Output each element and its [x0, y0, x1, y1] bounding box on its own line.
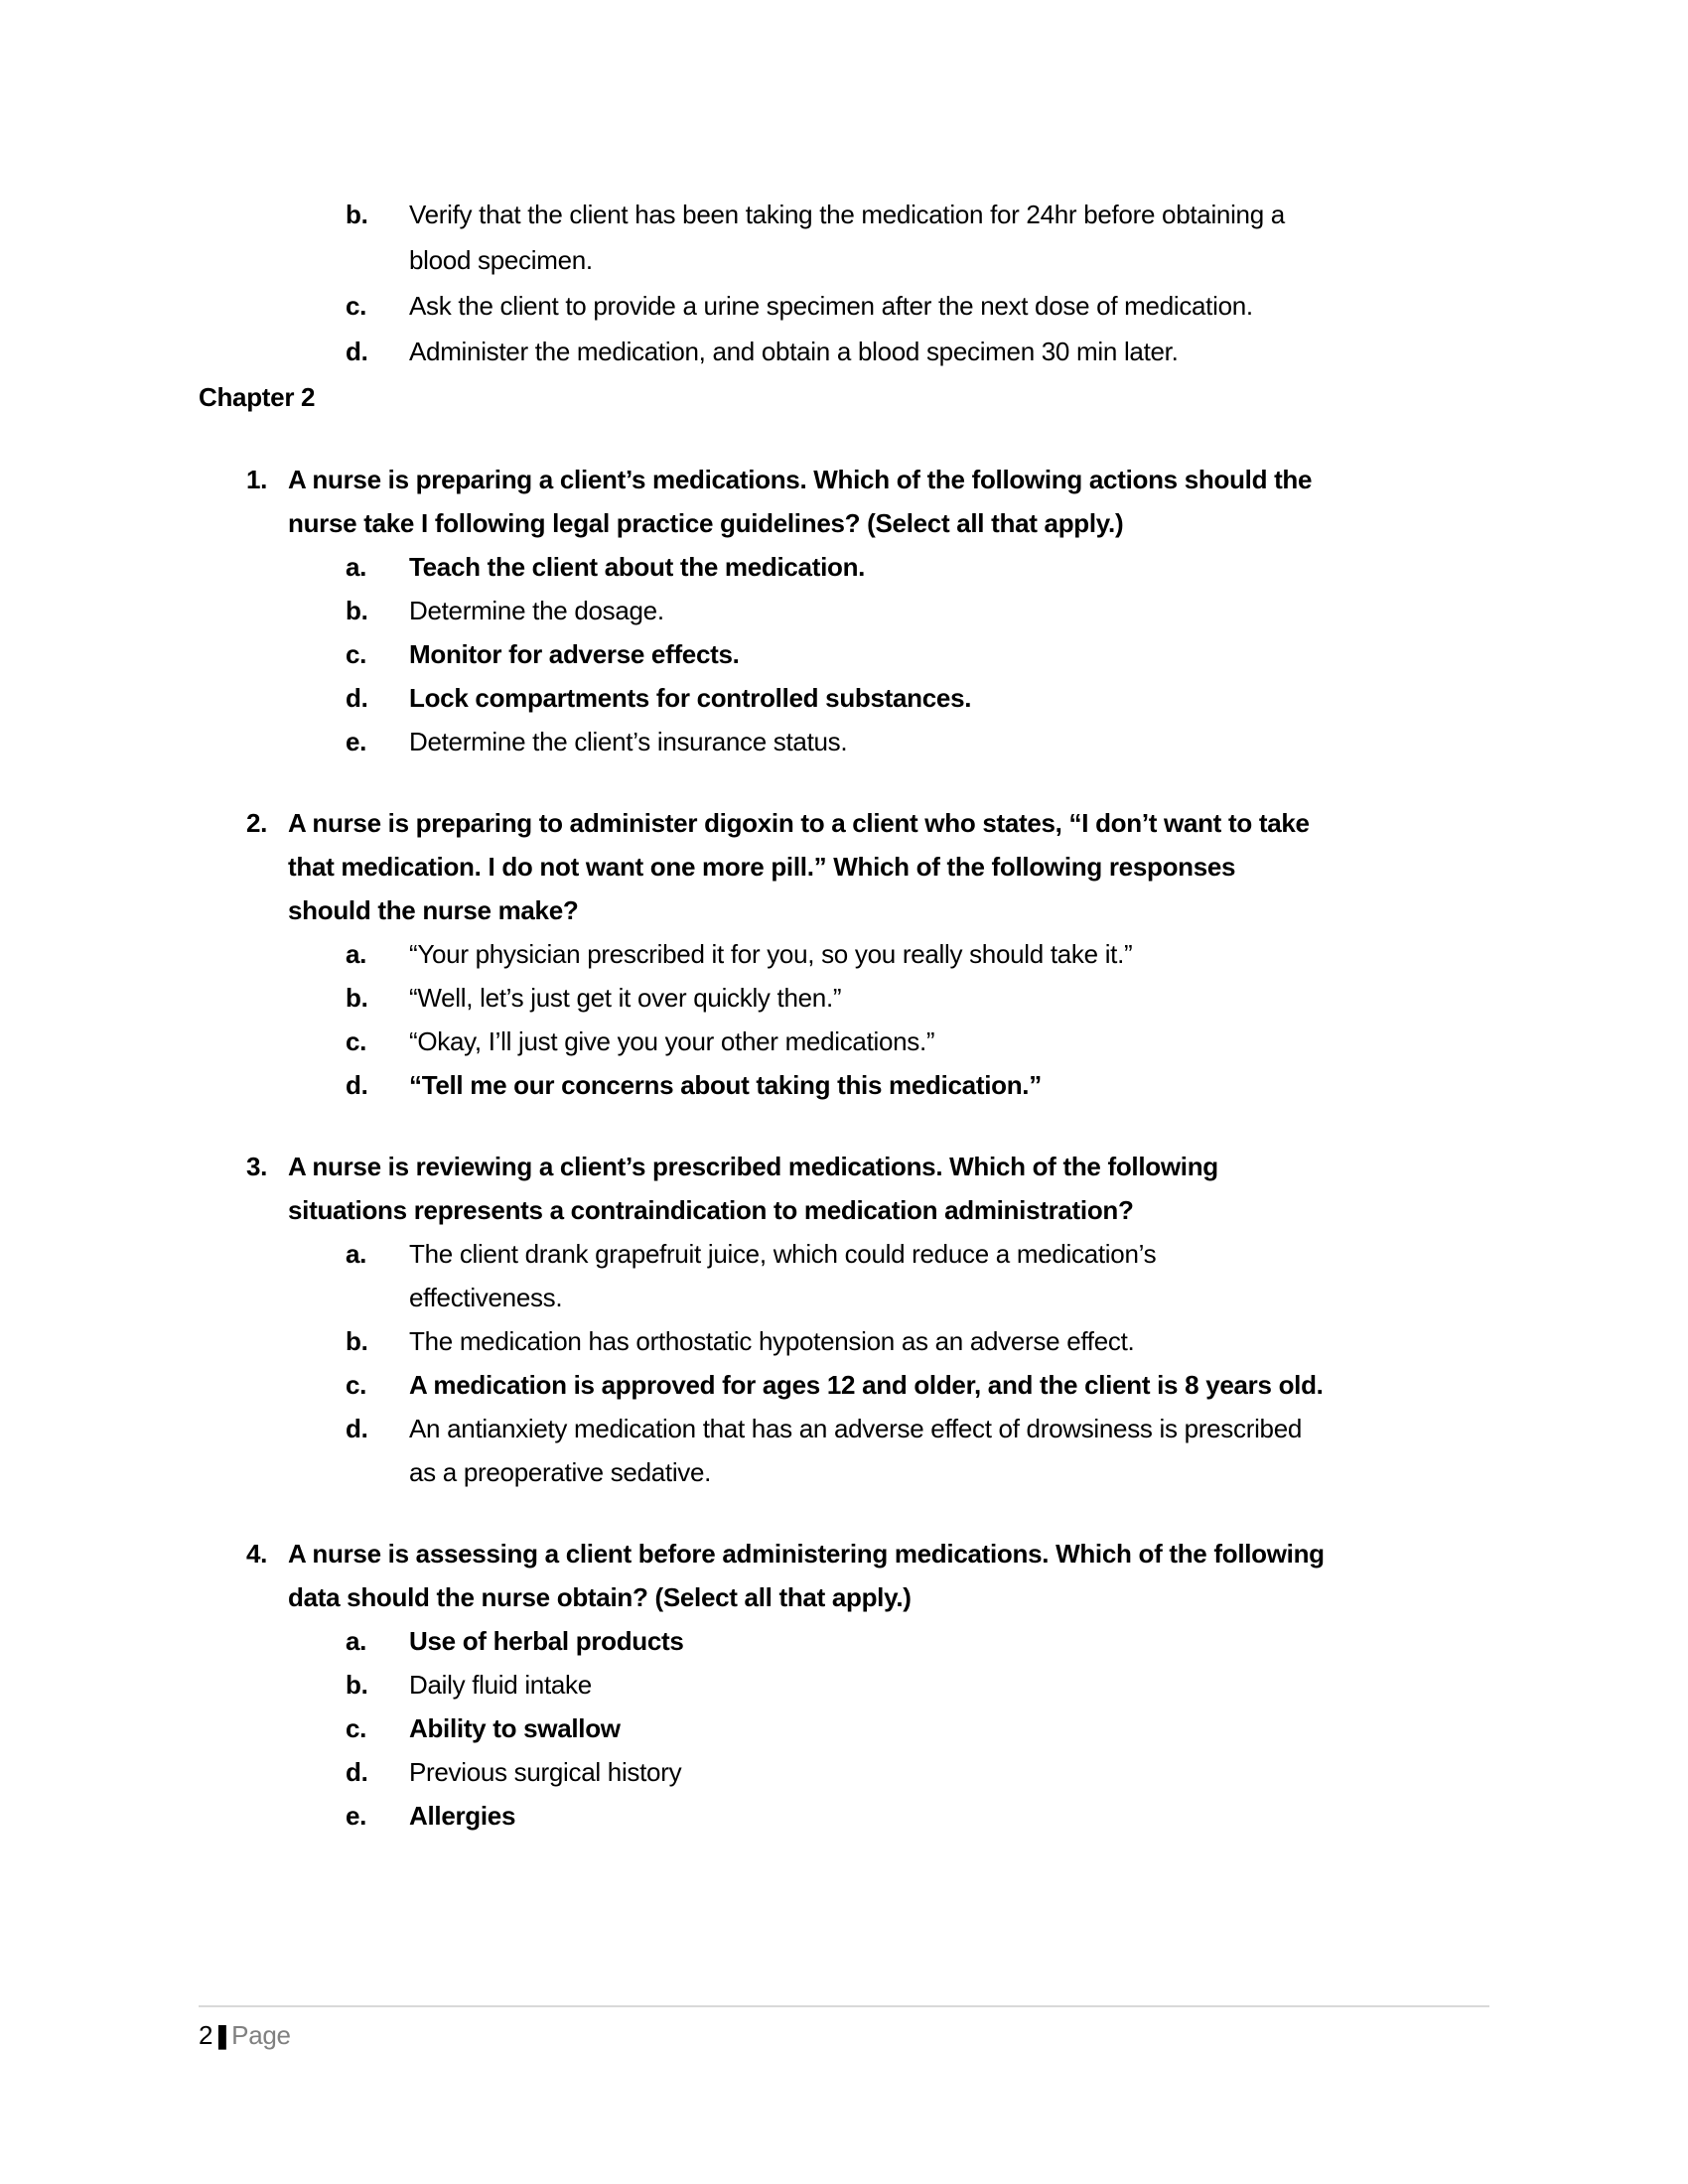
question [199, 801, 1499, 932]
text-block [409, 1232, 1156, 1319]
carryover-options [199, 192, 1499, 374]
text-block [409, 283, 1253, 329]
option-letter: d. [346, 1414, 368, 1443]
option-letter: a. [346, 939, 367, 969]
option-letter: c. [346, 639, 367, 669]
text-line: Daily fluid intake [409, 1670, 592, 1700]
answer-option [199, 283, 1499, 329]
option-letter: a. [346, 1626, 367, 1656]
option-letter: a. [346, 552, 367, 582]
option-letter: c. [346, 1370, 367, 1400]
answer-option [199, 1063, 1499, 1107]
text-block [288, 801, 1310, 932]
question-number: 2. [246, 808, 268, 838]
option-letter: e. [346, 727, 367, 756]
option-letter: d. [346, 1070, 368, 1100]
text-block [409, 192, 1285, 283]
text-block [409, 632, 740, 676]
page-footer [199, 2005, 1489, 2053]
text-line: Teach the client about the medication. [409, 552, 866, 582]
document-content [199, 192, 1499, 1838]
option-letter: b. [346, 596, 368, 625]
text-block [288, 458, 1312, 545]
text-block [409, 1063, 1042, 1107]
answer-option [199, 1794, 1499, 1838]
text-line: A nurse is assessing a client before administering medications. Which of the following [288, 1539, 1325, 1569]
text-block [409, 932, 1132, 976]
answer-option [199, 1232, 1499, 1319]
chapter-heading-text: Chapter 2 [199, 382, 316, 412]
option-letter: d. [346, 337, 368, 366]
text-block [409, 1750, 681, 1794]
answer-option [199, 1407, 1499, 1494]
text-block [409, 976, 841, 1020]
answer-option [199, 1750, 1499, 1794]
text-line: Ask the client to provide a urine specimen after the next dose of medication. [409, 291, 1253, 321]
text-block [409, 676, 971, 720]
text-block [409, 1407, 1302, 1494]
question-block [199, 801, 1499, 1107]
option-letter: b. [346, 1670, 368, 1700]
text-line: “Your physician prescribed it for you, so you really should take it.” [409, 939, 1133, 969]
text-line: data should the nurse obtain? (Select all that apply.) [288, 1582, 912, 1612]
text-line: Allergies [409, 1801, 516, 1831]
answer-option [199, 589, 1499, 632]
answer-option [199, 720, 1499, 763]
answer-option [199, 1363, 1499, 1407]
text-block [409, 1363, 1324, 1407]
question-number: 1. [246, 465, 268, 494]
option-letter: c. [346, 1713, 367, 1743]
chapter-heading [199, 374, 1499, 420]
option-letter: d. [346, 683, 368, 713]
answer-option [199, 192, 1499, 283]
answer-option [199, 932, 1499, 976]
question [199, 458, 1499, 545]
text-block [409, 1020, 934, 1063]
text-line: Use of herbal products [409, 1626, 684, 1656]
text-block [409, 329, 1179, 374]
text-line: The client drank grapefruit juice, which could reduce a medication’s [409, 1239, 1157, 1269]
option-letter: e. [346, 1801, 367, 1831]
answer-option [199, 1619, 1499, 1663]
text-line: A medication is approved for ages 12 and older, and the client is 8 years old. [409, 1370, 1324, 1400]
text-line: A nurse is reviewing a client’s prescribed medications. Which of the following [288, 1152, 1218, 1181]
answer-option [199, 1020, 1499, 1063]
text-block [288, 1145, 1218, 1232]
answer-option [199, 1706, 1499, 1750]
text-block [409, 1706, 621, 1750]
footer-separator: | [213, 2020, 231, 2050]
option-letter: a. [346, 1239, 367, 1269]
text-line: that medication. I do not want one more pill.” Which of the following responses [288, 852, 1236, 882]
text-line: “Okay, I’ll just give you your other medications.” [409, 1026, 935, 1056]
text-line: Ability to swallow [409, 1713, 621, 1743]
answer-option [199, 1319, 1499, 1363]
answer-option [199, 329, 1499, 374]
answer-option [199, 545, 1499, 589]
text-line: should the nurse make? [288, 895, 579, 925]
question-block [199, 1532, 1499, 1838]
text-line: as a preoperative sedative. [409, 1457, 712, 1487]
answer-option [199, 676, 1499, 720]
text-line: Previous surgical history [409, 1757, 682, 1787]
question [199, 1145, 1499, 1232]
text-line: effectiveness. [409, 1283, 563, 1312]
text-block [409, 1619, 684, 1663]
question [199, 1532, 1499, 1619]
option-letter: b. [346, 1326, 368, 1356]
text-line: Determine the client’s insurance status. [409, 727, 848, 756]
text-line: Lock compartments for controlled substances. [409, 683, 972, 713]
text-block [409, 720, 847, 763]
text-line: A nurse is preparing a client’s medications. Which of the following actions should the [288, 465, 1313, 494]
option-letter: c. [346, 1026, 367, 1056]
question-number: 3. [246, 1152, 268, 1181]
text-block [288, 1532, 1325, 1619]
answer-option [199, 976, 1499, 1020]
option-letter: b. [346, 200, 368, 229]
text-line: nurse take I following legal practice guidelines? (Select all that apply.) [288, 508, 1124, 538]
text-line: “Well, let’s just get it over quickly then.” [409, 983, 842, 1013]
text-line: An antianxiety medication that has an adverse effect of drowsiness is prescribed [409, 1414, 1303, 1443]
question-block [199, 1145, 1499, 1494]
footer-page-label: Page [231, 2020, 291, 2050]
text-line: situations represents a contraindication to medication administration? [288, 1195, 1134, 1225]
text-line: The medication has orthostatic hypotension as an adverse effect. [409, 1326, 1135, 1356]
answer-option [199, 632, 1499, 676]
text-block [409, 1663, 592, 1706]
text-line: “Tell me our concerns about taking this medication.” [409, 1070, 1042, 1100]
option-letter: c. [346, 291, 367, 321]
footer-divider [199, 2005, 1489, 2007]
text-line: Verify that the client has been taking the medication for 24hr before obtaining a [409, 200, 1285, 229]
text-block [409, 1794, 515, 1838]
footer-text [199, 2017, 1489, 2053]
option-letter: d. [346, 1757, 368, 1787]
text-line: Determine the dosage. [409, 596, 664, 625]
question-block [199, 458, 1499, 763]
text-line: A nurse is preparing to administer digoxin to a client who states, “I don’t want to take [288, 808, 1310, 838]
text-line: blood specimen. [409, 245, 593, 275]
answer-option [199, 1663, 1499, 1706]
page-number: 2 [199, 2020, 213, 2050]
question-number: 4. [246, 1539, 268, 1569]
text-line: Administer the medication, and obtain a blood specimen 30 min later. [409, 337, 1179, 366]
text-block [409, 545, 865, 589]
option-letter: b. [346, 983, 368, 1013]
text-block [409, 589, 664, 632]
text-line: Monitor for adverse effects. [409, 639, 740, 669]
text-block [409, 1319, 1134, 1363]
